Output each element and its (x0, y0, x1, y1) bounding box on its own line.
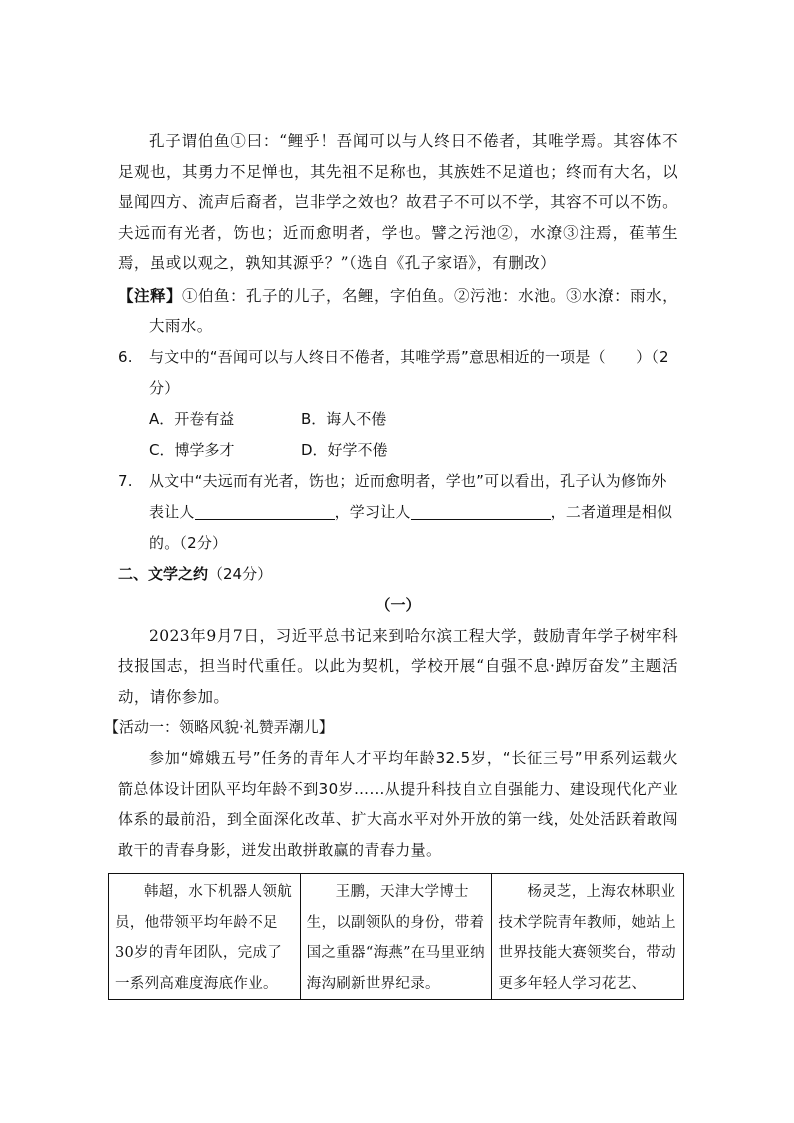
question-6-options (118, 404, 678, 466)
profile-cell-yang-lingzhi: 杨灵芝，上海农林职业技术学院青年教师，她站上世界技能大赛领奖台，带动更多年轻人学习花艺、 (492, 874, 684, 1000)
question-7-part1: 从文中“夫远而有光者，饬也；近而愈明者，学也”可以看出，孔子认为修饰外表让人 (149, 471, 667, 521)
activity-1-text: 参加“嫦娥五号”任务的青年人才平均年龄32.5岁，“长征三号”甲系列运载火箭总体设计团队平均年龄不到30岁……从提升科技自立自强能力、建设现代化产业体系的最前沿，到全面深化改革、扩大高水平对外开放的第一线，处处活跃着敢闯敢干的青春身影，迸发出敢拼敢赢的青春力量。 (118, 749, 678, 859)
question-7-number: 7. (118, 471, 133, 490)
profile-table (108, 873, 684, 1000)
section-2-heading (118, 559, 678, 590)
annotation-label: 【注释】 (118, 285, 183, 305)
answer-blank-1[interactable] (195, 501, 335, 520)
option-a[interactable]: A．开卷有益 (149, 409, 235, 428)
classical-passage: 孔子谓伯鱼①曰：“鲤乎！吾闻可以与人终日不倦者，其唯学焉。其容体不足观也，其勇力不足惮也，其先祖不足称也，其族姓不足道也；终而有大名，以显闻四方、流声后裔者，岂非学之效也？故君子不可以不学，其容不可以不饬。夫远而有光者，饬也；近而愈明者，学也。譬之污池②，水潦③注焉，萑苇生焉，虽或以观之，孰知其源乎？”（选自《孔子家语》，有删改） (118, 132, 678, 272)
option-c[interactable]: C．博学多才 (149, 440, 235, 459)
section-2-intro: 2023年9月7日，习近平总书记来到哈尔滨工程大学，鼓励青年学子树牢科技报国志，担当时代重任。以此为契机，学校开展“自强不息·踔厉奋发”主题活动，请你参加。 (118, 626, 678, 706)
question-6-stem: 与文中的“吾闻可以与人终日不倦者，其唯学焉”意思相近的一项是（ ）（2分） (149, 347, 669, 397)
option-d[interactable]: D．好学不倦 (301, 440, 388, 459)
question-7 (118, 466, 678, 559)
section-2-score: （24分） (208, 564, 273, 583)
document-page (104, 126, 678, 865)
question-6 (118, 342, 678, 404)
annotation-text: ①伯鱼：孔子的儿子，名鲤，字伯鱼。②污池：水池。③水潦：雨水，大雨水。 (149, 286, 678, 335)
profile-cell-wang-peng: 王鹏，天津大学博士生，以副领队的身份，带着国之重器“海燕”在马里亚纳海沟刷新世界纪录。 (300, 874, 492, 1000)
subsection-title: （一） (375, 595, 421, 614)
option-b[interactable]: B．诲人不倦 (301, 409, 387, 428)
section-2-title: 二、文学之约 (118, 564, 209, 583)
question-7-part2: ，学习让人 (334, 502, 411, 521)
question-7-part3: ，二者道理是相似的。（2分） (149, 502, 673, 552)
annotation (118, 281, 678, 342)
activity-1-heading: 【活动一：领略风貌·礼赞弄潮儿】 (104, 718, 334, 736)
question-6-number: 6. (118, 347, 133, 366)
table-row (109, 874, 684, 1000)
profile-cell-han-chao: 韩超，水下机器人领航员，他带领平均年龄不足30岁的青年团队，完成了一系列高难度海底作业。 (109, 874, 301, 1000)
answer-blank-2[interactable] (411, 501, 551, 520)
